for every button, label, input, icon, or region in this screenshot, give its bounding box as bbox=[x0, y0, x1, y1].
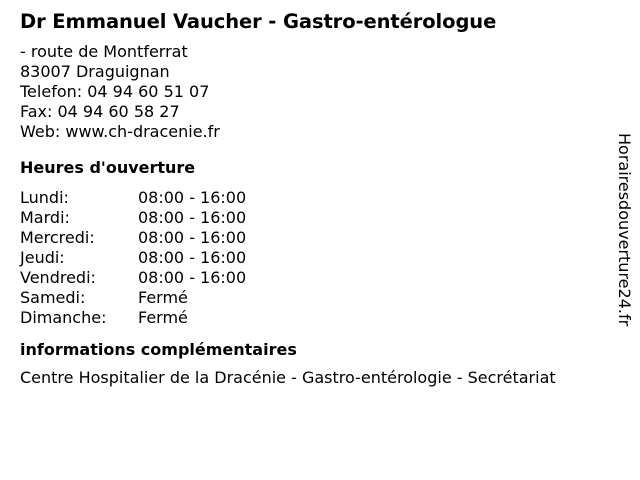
street-line: - route de Montferrat bbox=[20, 42, 188, 61]
opening-hours-heading: Heures d'ouverture bbox=[20, 158, 196, 177]
additional-info-text: Centre Hospitalier de la Dracénie - Gastro-entérologie - Secrétariat bbox=[20, 368, 556, 387]
address-block bbox=[20, 42, 610, 142]
day-label: Vendredi: bbox=[20, 268, 96, 287]
watermark-text: Horairesdouverture24.fr bbox=[615, 133, 634, 327]
hours-row-saturday bbox=[20, 288, 610, 308]
hours-row-tuesday bbox=[20, 208, 610, 228]
time-value: 08:00 - 16:00 bbox=[138, 188, 247, 207]
hours-row-thursday bbox=[20, 248, 610, 268]
time-value: Fermé bbox=[138, 288, 188, 307]
website-line: Web: www.ch-dracenie.fr bbox=[20, 122, 220, 141]
day-label: Dimanche: bbox=[20, 308, 107, 327]
opening-hours-table bbox=[20, 188, 610, 328]
listing-card bbox=[20, 10, 610, 388]
time-value: 08:00 - 16:00 bbox=[138, 228, 247, 247]
time-value: Fermé bbox=[138, 308, 188, 327]
day-label: Samedi: bbox=[20, 288, 86, 307]
hours-row-monday bbox=[20, 188, 610, 208]
watermark bbox=[612, 133, 636, 348]
time-value: 08:00 - 16:00 bbox=[138, 268, 247, 287]
day-label: Jeudi: bbox=[20, 248, 65, 267]
hours-row-wednesday bbox=[20, 228, 610, 248]
page-title: Dr Emmanuel Vaucher - Gastro-entérologue bbox=[20, 10, 497, 33]
city-line: 83007 Draguignan bbox=[20, 62, 170, 81]
hours-row-sunday bbox=[20, 308, 610, 328]
day-label: Lundi: bbox=[20, 188, 69, 207]
time-value: 08:00 - 16:00 bbox=[138, 208, 247, 227]
day-label: Mercredi: bbox=[20, 228, 95, 247]
hours-row-friday bbox=[20, 268, 610, 288]
time-value: 08:00 - 16:00 bbox=[138, 248, 247, 267]
fax-line: Fax: 04 94 60 58 27 bbox=[20, 102, 180, 121]
phone-line: Telefon: 04 94 60 51 07 bbox=[20, 82, 210, 101]
day-label: Mardi: bbox=[20, 208, 70, 227]
additional-info-heading: informations complémentaires bbox=[20, 340, 297, 359]
